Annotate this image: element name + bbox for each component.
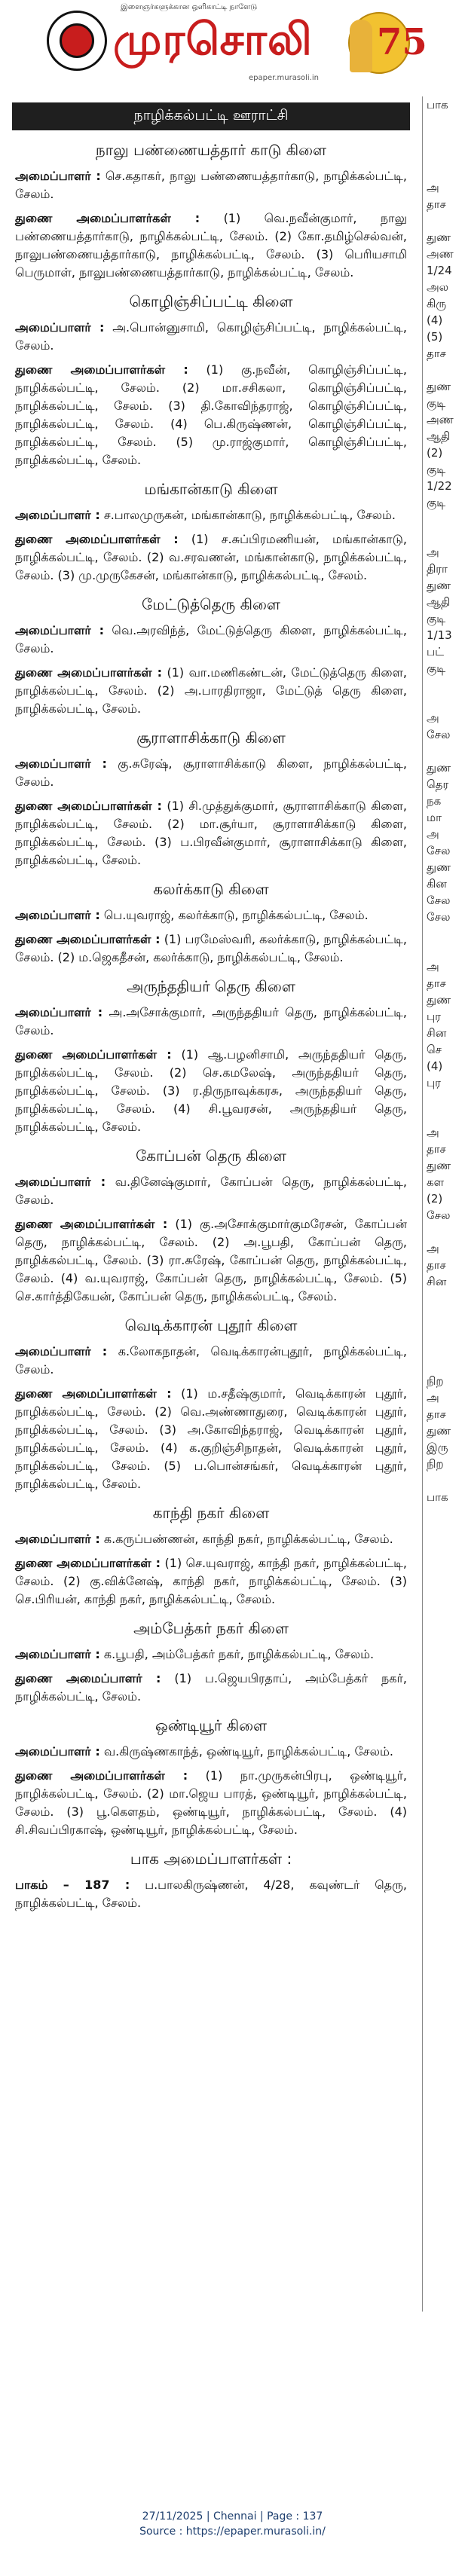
fragment-line: குடி	[427, 496, 446, 509]
fragment-line	[427, 1472, 465, 1489]
fragment-line: செ	[427, 1043, 442, 1056]
fragment-line: (4)	[427, 313, 443, 327]
fragment-line: துண	[427, 579, 451, 592]
fragment-line: துண	[427, 860, 451, 874]
fragment-line: சேல	[427, 1209, 451, 1222]
organizer-label: அமைப்பாளர் :	[15, 1532, 100, 1546]
masthead-tagline: இளைஞர்களுக்கான ஒளிகாட்டி நாளேடு	[121, 3, 258, 11]
organizer-entry	[5, 1530, 418, 1548]
fragment-line: குடி	[427, 662, 446, 675]
deputies-label: துணை அமைப்பாளர்கள் :	[15, 665, 163, 680]
party-emblem-icon	[47, 11, 107, 71]
fragment-line	[427, 1290, 465, 1306]
organizer-label: அமைப்பாளர் :	[15, 320, 105, 335]
fragment-line: கிரு	[427, 297, 447, 310]
organizer-text: அ.பொன்னுசாமி, கொழிஞ்சிப்பட்டி, நாழிக்கல்பட்டி, சேலம்.	[15, 320, 407, 353]
deputies-label: துணை அமைப்பாளர்கள் :	[15, 211, 200, 225]
masthead	[0, 0, 465, 96]
branch-title: அம்பேத்கர் நகர் கிளை	[133, 1619, 289, 1637]
organizer-entry	[5, 622, 418, 658]
deputies-label: துணை அமைப்பாளர் :	[15, 1671, 161, 1685]
deputies-entry	[5, 797, 418, 869]
organizer-text: பெ.யுவராஜ், கலர்க்காடு, நாழிக்கல்பட்டி, சேலம்.	[103, 908, 369, 922]
fragment-line: கின	[427, 877, 447, 891]
deputies-entry	[5, 1385, 418, 1493]
fragment-line	[427, 113, 465, 130]
deputies-text: (1) வெ.நவீன்குமார், நாலு பண்ணையத்தார்காடு, நாழிக்கல்பட்டி, சேலம். (2) கோ.தமிழ்செல்வன், நாலுபண்ணையத்தார்காடு, நாழிக்கல்பட்டி, சேலம். (3) பெரியசாமி பெருமாள், நாலுபண்ணையத்தார்காடு, நாழிக்கல்பட்டி, சேலம்.	[15, 211, 407, 280]
organizer-entry	[5, 1173, 418, 1209]
fragment-line: நக	[427, 794, 442, 808]
deputies-text: (1) ப.ஜெயபிரதாப், அம்பேத்கர் நகர், நாழிக்கல்பட்டி, சேலம்.	[15, 1671, 407, 1704]
branch-title: அருந்ததியர் தெரு கிளை	[127, 977, 295, 995]
fragment-line: துண	[427, 1159, 451, 1172]
fragment-line: (2)	[427, 446, 443, 460]
organizer-entry	[5, 506, 418, 524]
fragment-line: குடி	[427, 463, 446, 476]
organizer-text: வ.கிருஷ்ணகாந்த், ஒண்டியூர், நாழிக்கல்பட்டி, சேலம்.	[103, 1744, 393, 1759]
organizer-label: அமைப்பாளர் :	[15, 756, 107, 771]
newspaper-title: முரசொலி	[113, 14, 313, 65]
fragment-line: அ	[427, 1391, 439, 1404]
fragment-line: மா	[427, 811, 442, 824]
fragment-line: துண	[427, 993, 451, 1007]
fragment-line	[427, 362, 465, 378]
fragment-line: அண	[427, 247, 454, 261]
organizer-entry	[5, 1343, 418, 1379]
branch-title: நாலு பண்ணையத்தார் காடு கிளை	[95, 141, 327, 159]
fragment-line: சேல	[427, 844, 451, 857]
deputies-label: துணை அமைப்பாளர்கள் :	[15, 1556, 161, 1570]
deputies-label: துணை அமைப்பாளர்கள் :	[15, 532, 179, 546]
fragment-line: சேல	[427, 894, 451, 907]
fragment-line: ஆதி	[427, 595, 451, 609]
fragment-line: அல	[427, 280, 449, 294]
organizer-entry	[5, 906, 418, 924]
fragment-line: பட்	[427, 645, 445, 659]
fragment-line: பாக	[427, 1490, 448, 1504]
fragment-line	[427, 1306, 465, 1323]
fragment-line: நிற	[427, 1374, 444, 1388]
fragment-line	[427, 1091, 465, 1108]
deputies-text: (1) செ.யுவராஜ், காந்தி நகர், நாழிக்கல்பட்டி, சேலம். (2) கு.விக்னேஷ், காந்தி நகர், நாழிக்கல்பட்டி, சேலம். (3) செ.பிரியன், காந்தி நகர், நாழிக்கல்பட்டி, சேலம்.	[15, 1556, 407, 1606]
fragment-line: அ	[427, 827, 439, 841]
fragment-line: தாச	[427, 1142, 446, 1156]
deputies-text: (1) கு.அசோக்குமார்குமரேசன், கோப்பன் தெரு, நாழிக்கல்பட்டி, சேலம். (2) அ.பூபதி, கோப்பன் தெரு, நாழிக்கல்பட்டி, சேலம். (3) ரா.சுரேஷ், கோப்பன் தெரு, நாழிக்கல்பட்டி, சேலம். (4) வ.யுவராஜ், கோப்பன் தெரு, நாழிக்கல்பட்டி, சேலம். (5) செ.கார்த்திகேயன், கோப்பன் தெரு, நாழிக்கல்பட்டி, சேலம்.	[15, 1217, 407, 1303]
article-body	[5, 98, 418, 1918]
organizer-text: அ.அசோக்குமார், அருந்ததியர் தெரு, நாழிக்கல்பட்டி, சேலம்.	[15, 1005, 407, 1037]
deputies-text: (1) ஆ.பழனிசாமி, அருந்ததியர் தெரு, நாழிக்கல்பட்டி, சேலம். (2) செ.கமலேஷ், அருந்ததியர் தெரு, நாழிக்கல்பட்டி, சேலம். (3) ர.திருநாவுக்கரசு, அருந்ததியர் தெரு, நாழிக்கல்பட்டி, சேலம். (4) சி.பூவரசன், அருந்ததியர் தெரு, நாழிக்கல்பட்டி, சேலம்.	[15, 1047, 407, 1134]
deputies-entry	[5, 1767, 418, 1839]
fragment-line: (5)	[427, 330, 443, 344]
fragment-line: புர	[427, 1010, 441, 1023]
organizer-entry	[5, 1646, 418, 1664]
deputies-label: துணை அமைப்பாளர்கள் :	[15, 1047, 172, 1062]
fragment-line: தாச	[427, 197, 446, 211]
fragment-line: தாச	[427, 1258, 446, 1272]
fragment-line: சின	[427, 1026, 447, 1040]
organizer-entry	[5, 1004, 418, 1040]
deputies-text: (1) பரமேஸ்வரி, கலர்க்காடு, நாழிக்கல்பட்டி, சேலம். (2) ம.ஜெகதீசன், கலர்க்காடு, நாழிக்கல்பட்டி, சேலம்.	[15, 932, 407, 964]
organizer-text: கு.சுரேஷ், சூராளாசிக்காடு கிளை, நாழிக்கல்பட்டி, சேலம்.	[15, 756, 408, 789]
fragment-line: இரு	[427, 1441, 448, 1454]
fragment-line: சேல	[427, 728, 451, 741]
fragment-line	[427, 1323, 465, 1340]
deputies-entry	[5, 1554, 418, 1609]
organizer-label: அமைப்பாளர் :	[15, 1744, 100, 1759]
deputies-entry	[5, 1670, 418, 1706]
fragment-line	[427, 693, 465, 710]
booth-heading: பாக அமைப்பாளர்கள் :	[130, 1850, 292, 1868]
organizer-text: வெ.அரவிந்த், மேட்டுத்தெரு கிளை, நாழிக்கல்பட்டி, சேலம்.	[15, 623, 408, 655]
branch-title: கோப்பன் தெரு கிளை	[136, 1147, 286, 1165]
branch-title: கொழிஞ்சிப்பட்டி கிளை	[129, 292, 293, 310]
booth-text: ப.பாலகிருஷ்ணன், 4/28, கவுண்டர் தெரு, நாழிக்கல்பட்டி, சேலம்.	[15, 1878, 407, 1910]
branch-title: கலர்க்காடு கிளை	[153, 880, 269, 898]
fragment-line	[427, 1340, 465, 1356]
fragment-line	[427, 1356, 465, 1373]
fragment-line	[427, 942, 465, 958]
deputies-label: துணை அமைப்பாளர்கள் :	[15, 799, 162, 813]
fragment-line: திரா	[427, 562, 448, 576]
fragment-line: துண	[427, 231, 451, 244]
fragment-line: துண	[427, 761, 451, 775]
fragment-line	[427, 511, 465, 527]
jubilee-logo-icon	[345, 8, 427, 80]
organizer-entry	[5, 1743, 418, 1761]
deputies-entry	[5, 664, 418, 718]
organizer-label: அமைப்பாளர் :	[15, 169, 101, 183]
booth-label: பாகம் – 187 :	[15, 1878, 130, 1892]
deputies-entry	[5, 1046, 418, 1136]
fragment-line: 1/22	[427, 479, 452, 493]
fragment-line: தாச	[427, 976, 446, 990]
deputies-entry	[5, 209, 418, 282]
organizer-entry	[5, 167, 418, 203]
panchayat-heading: நாழிக்கல்பட்டி ஊராட்சி	[12, 102, 410, 130]
fragment-line: 1/24	[427, 264, 452, 277]
organizer-entry	[5, 755, 418, 791]
fragment-line: குடி	[427, 612, 446, 625]
organizer-label: அமைப்பாளர் :	[15, 1647, 100, 1661]
fragment-line: குடி	[427, 396, 446, 410]
fragment-line	[427, 212, 465, 229]
fragment-line: அ	[427, 1242, 439, 1255]
column-divider	[422, 96, 423, 2312]
deputies-label: துணை அமைப்பாளர்கள் :	[15, 362, 188, 377]
fragment-line	[427, 527, 465, 544]
adjacent-column-fragment	[427, 96, 465, 2312]
fragment-line: துண	[427, 380, 451, 393]
organizer-label: அமைப்பாளர் :	[15, 623, 104, 637]
organizer-label: அமைப்பாளர் :	[15, 1344, 108, 1358]
fragment-line: பாக	[427, 98, 448, 112]
footer-source-line: Source : https://epaper.murasoli.in/	[139, 2526, 326, 2538]
fragment-line: சேல	[427, 910, 451, 924]
deputies-label: துணை அமைப்பாளர்கள் :	[15, 932, 161, 946]
fragment-line: அ	[427, 181, 439, 194]
fragment-line	[427, 146, 465, 163]
deputies-entry	[5, 930, 418, 967]
deputies-entry	[5, 361, 418, 469]
fragment-line: (4)	[427, 1059, 443, 1073]
fragment-line	[427, 677, 465, 693]
branch-title: வெடிக்காரன் புதூர் கிளை	[124, 1316, 298, 1334]
fragment-line: அ	[427, 960, 439, 973]
branch-list	[5, 141, 418, 1839]
fragment-line: நிற	[427, 1457, 444, 1471]
deputies-text: (1) வா.மணிகண்டன், மேட்டுத்தெரு கிளை, நாழிக்கல்பட்டி, சேலம். (2) அ.பாரதிராஜா, மேட்டுத் தெரு கிளை, நாழிக்கல்பட்டி, சேலம்.	[15, 665, 407, 716]
fragment-line: சின	[427, 1275, 447, 1288]
masthead-subtitle: epaper.murasoli.in	[249, 74, 319, 82]
deputies-text: (1) ம.சதீஷ்குமார், வெடிக்காரன் புதூர், நாழிக்கல்பட்டி, சேலம். (2) வெ.அண்ணாதுரை, வெடிக்காரன் புதூர், நாழிக்கல்பட்டி, சேலம். (3) அ.கோவிந்தராஜ், வெடிக்காரன் புதூர், நாழிக்கல்பட்டி, சேலம். (4) க.குறிஞ்சிநாதன், வெடிக்காரன் புதூர், நாழிக்கல்பட்டி, சேலம். (5) ப.பொன்சங்கர், வெடிக்காரன் புதூர், நாழிக்கல்பட்டி, சேலம்.	[15, 1386, 407, 1491]
fragment-line	[427, 130, 465, 146]
organizer-label: அமைப்பாளர் :	[15, 508, 100, 522]
branch-title: சூராளாசிக்காடு கிளை	[136, 729, 286, 747]
fragment-line	[427, 743, 465, 759]
deputies-label: துணை அமைப்பாளர்கள் :	[15, 1386, 172, 1401]
jubilee-number: 75	[377, 21, 427, 63]
fragment-line: துண	[427, 1424, 451, 1438]
fragment-line: 1/13	[427, 628, 452, 642]
branch-title: மங்கான்காடு கிளை	[144, 480, 278, 498]
deputies-text: (1) சி.முத்துக்குமார், சூராளாசிக்காடு கிளை, நாழிக்கல்பட்டி, சேலம். (2) மா.சூர்யா, சூராளாசிக்காடு கிளை, நாழிக்கல்பட்டி, சேலம். (3) ப.பிரவீன்குமார், சூராளாசிக்காடு கிளை, நாழிக்கல்பட்டி, சேலம்.	[15, 799, 407, 867]
organizer-text: செ.கதாகர், நாலு பண்ணையத்தார்காடு, நாழிக்கல்பட்டி, சேலம்.	[15, 169, 407, 201]
deputies-text: (1) நா.முருகன்பிரபு, ஒண்டியூர், நாழிக்கல்பட்டி, சேலம். (2) மா.ஜெய பாரத், ஒண்டியூர், நாழிக்கல்பட்டி, சேலம். (3) பூ.கௌதம், ஒண்டியூர், நாழிக்கல்பட்டி, சேலம். (4) சி.சிவப்பிரகாஷ், ஒண்டியூர், நாழிக்கல்பட்டி, சேலம்.	[15, 1768, 408, 1837]
organizer-label: அமைப்பாளர் :	[15, 1175, 106, 1189]
deputies-label: துணை அமைப்பாளர்கள் :	[15, 1217, 168, 1231]
deputies-label: துணை அமைப்பாளர்கள் :	[15, 1768, 188, 1783]
organizer-entry	[5, 319, 418, 355]
deputies-entry	[5, 530, 418, 585]
organizer-text: க.கருப்பண்ணன், காந்தி நகர், நாழிக்கல்பட்டி, சேலம்.	[103, 1532, 393, 1546]
fragment-line: ஆதி	[427, 429, 451, 443]
booth-entry	[5, 1876, 418, 1912]
deputies-text: (1) கு.நவீன், கொழிஞ்சிப்பட்டி, நாழிக்கல்பட்டி, சேலம். (2) மா.சசிகலா, கொழிஞ்சிப்பட்டி, நாழிக்கல்பட்டி, சேலம். (3) தி.கோவிந்தராஜ், கொழிஞ்சிப்பட்டி, நாழிக்கல்பட்டி, சேலம். (4) பெ.கிருஷ்ணன், கொழிஞ்சிப்பட்டி, நாழிக்கல்பட்டி, சேலம். (5) மு.ராஜ்குமார், கொழிஞ்சிப்பட்டி, நாழிக்கல்பட்டி, சேலம்.	[15, 362, 407, 467]
fragment-line	[427, 1224, 465, 1240]
branch-title: ஒண்டியூர் கிளை	[154, 1716, 268, 1734]
fragment-line: அண	[427, 413, 454, 426]
branch-title: காந்தி நகர் கிளை	[152, 1504, 270, 1522]
organizer-label: அமைப்பாளர் :	[15, 908, 100, 922]
organizer-label: அமைப்பாளர் :	[15, 1005, 103, 1019]
branch-title: மேட்டுத்தெரு கிளை	[142, 595, 280, 613]
organizer-text: க.லோகநாதன், வெடிக்காரன்புதூர், நாழிக்கல்பட்டி, சேலம்.	[15, 1344, 408, 1377]
fragment-line	[427, 163, 465, 179]
fragment-line	[427, 1108, 465, 1124]
fragment-line: கள	[427, 1175, 445, 1189]
fragment-line	[427, 925, 465, 942]
fragment-line: தெர	[427, 778, 449, 791]
page-footer	[0, 2509, 465, 2539]
fragment-line: புர	[427, 1076, 441, 1089]
deputies-entry	[5, 1215, 418, 1306]
fragment-line: தாச	[427, 347, 446, 360]
organizer-text: க.பூபதி, அம்பேத்கர் நகர், நாழிக்கல்பட்டி, சேலம்.	[103, 1647, 375, 1661]
fragment-line: அ	[427, 1126, 439, 1139]
fragment-line: தாச	[427, 1407, 446, 1421]
fragment-line: (2)	[427, 1192, 443, 1205]
organizer-text: வ.தினேஷ்குமார், கோப்பன் தெரு, நாழிக்கல்பட்டி, சேலம்.	[15, 1175, 408, 1207]
organizer-text: ச.பாலமுருகன், மங்கான்காடு, நாழிக்கல்பட்டி, சேலம்.	[103, 508, 396, 522]
deputies-text: (1) ச.சுப்பிரமணியன், மங்கான்காடு, நாழிக்கல்பட்டி, சேலம். (2) வ.சரவணன், மங்கான்காடு, நாழிக்கல்பட்டி, சேலம். (3) மு.முருகேசன், மங்கான்காடு, நாழிக்கல்பட்டி, சேலம்.	[15, 532, 408, 582]
fragment-line: அ	[427, 545, 439, 559]
footer-date-line: 27/11/2025 | Chennai | Page : 137	[142, 2510, 323, 2523]
fragment-line: அ	[427, 711, 439, 725]
